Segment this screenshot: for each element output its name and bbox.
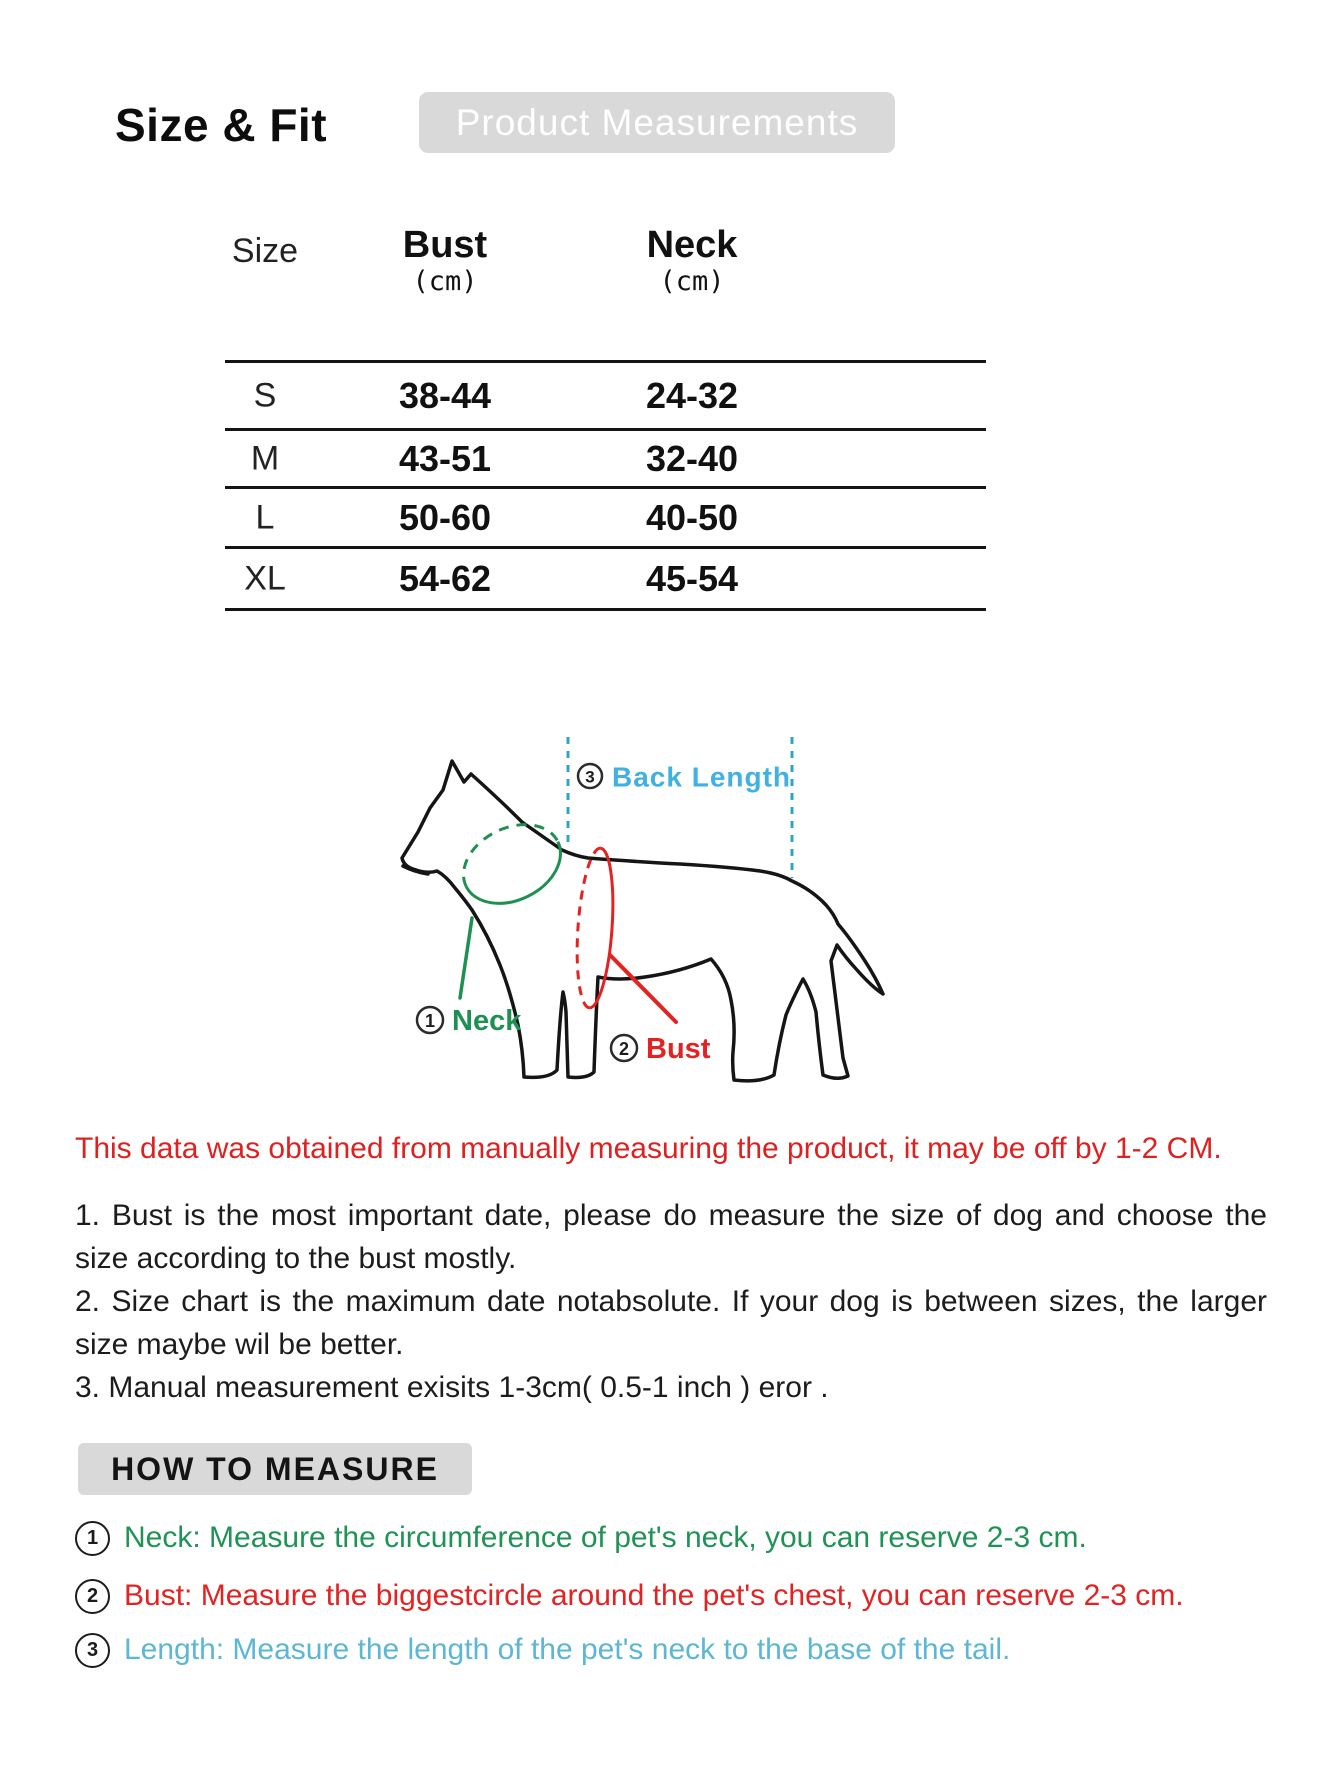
bust-value: 43-51 xyxy=(398,437,492,479)
size-label: M xyxy=(250,439,280,477)
howto-item-length xyxy=(75,1630,1010,1670)
bust-measure-ellipse xyxy=(572,847,617,1009)
svg-text:Bust: Bust xyxy=(646,1033,711,1065)
how-to-measure-heading xyxy=(78,1443,472,1495)
svg-text:1: 1 xyxy=(424,1011,436,1031)
measurement-disclaimer: This data was obtained from manually measuring the product, it may be off by 1-2 CM. xyxy=(75,1132,1222,1165)
column-header-bust: Bust xyxy=(402,224,488,266)
size-table xyxy=(225,218,986,611)
svg-text:2: 2 xyxy=(618,1039,630,1059)
neck-value: 24-32 xyxy=(645,374,739,416)
svg-text:3: 3 xyxy=(585,767,595,787)
neck-value: 32-40 xyxy=(645,437,739,479)
badge-label: Product Measurements xyxy=(455,101,859,143)
neck-pointer-line xyxy=(460,918,472,998)
howto-neck-text: Neck: Measure the circumference of pet's neck, you can reserve 2-3 cm. xyxy=(124,1521,1087,1554)
bust-pointer-line xyxy=(610,955,676,1022)
table-row-xl xyxy=(225,549,986,611)
size-label: L xyxy=(255,498,275,536)
column-header-size: Size xyxy=(231,232,299,270)
column-header-neck: Neck xyxy=(646,224,738,266)
bust-value: 54-62 xyxy=(398,557,492,599)
howto-length-text: Length: Measure the length of the pet's neck to the base of the tail. xyxy=(124,1633,1011,1666)
bust-value: 50-60 xyxy=(398,496,492,538)
note-3: 3. Manual measurement exisits 1-3cm( 0.5-1 inch ) eror . xyxy=(75,1371,829,1404)
neck-value: 45-54 xyxy=(645,557,739,599)
neck-measure-ellipse xyxy=(450,809,573,918)
bust-value: 38-44 xyxy=(398,374,492,416)
bust-unit: (cm) xyxy=(412,266,478,297)
back-length-guide-lines xyxy=(568,737,792,878)
neck-value: 40-50 xyxy=(645,496,739,538)
table-row-l xyxy=(225,489,986,549)
bust-label xyxy=(611,1033,711,1065)
note-2: 2. Size chart is the maximum date notabsolute. If your dog is between sizes, the larger size maybe wil be better. xyxy=(75,1285,1267,1361)
product-measurements-badge xyxy=(419,92,895,153)
how-to-measure-label: HOW TO MEASURE xyxy=(111,1450,439,1487)
size-label: S xyxy=(253,376,277,414)
circled-number-2: 2 xyxy=(75,1579,110,1614)
size-label: XL xyxy=(244,559,286,597)
circled-number-1: 1 xyxy=(75,1521,110,1556)
howto-item-bust xyxy=(75,1576,1184,1616)
note-1: 1. Bust is the most important date, please do measure the size of dog and choose the size according to the bust mostly. xyxy=(75,1199,1267,1275)
back-length-label xyxy=(578,762,791,793)
table-row-m xyxy=(225,431,986,489)
size-table-header xyxy=(225,218,986,360)
table-row-s xyxy=(225,360,986,431)
howto-item-neck xyxy=(75,1518,1087,1558)
neck-label xyxy=(417,1005,522,1037)
circled-number-3: 3 xyxy=(75,1633,110,1668)
page-title: Size & Fit xyxy=(115,99,328,151)
neck-unit: (cm) xyxy=(659,266,725,297)
dog-measurement-diagram xyxy=(340,660,960,1100)
howto-bust-text: Bust: Measure the biggestcircle around the pet's chest, you can reserve 2-3 cm. xyxy=(124,1579,1184,1612)
svg-text:Neck: Neck xyxy=(452,1005,522,1037)
svg-text:Back Length: Back Length xyxy=(612,761,792,793)
sizing-notes xyxy=(75,1194,1267,1409)
